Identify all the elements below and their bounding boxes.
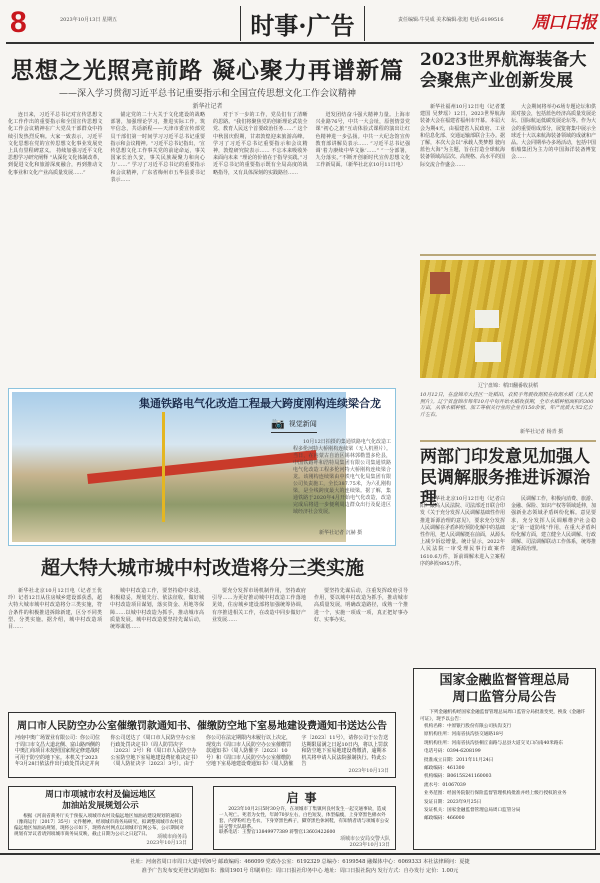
field: 电话号码：0394-6208199 (424, 749, 481, 755)
column: 民调解工作，积极向消费、旅游、金融、保险、知识产权等领域延伸，加强新业态领域矛盾纠纷化解。意见要求，充分发挥人民调解维护社会稳定“第一道防线”作用，在重大矛盾纠纷化解方面，建立健全人民调解、行政调解、司法调解联动工作体系，统筹推进诉源治理。 (511, 496, 597, 553)
column: 迸发团结奋斗强大精神力量。上海市兴业路76号，中共一大会址，原创情景党课“初心之旅”互动体验式课程的演出让红色精神进一步弘扬。中共一大纪念馆宣传教育部讲解员表示…… “习近平总书记强调‘着力赓续中华文脉’……” “一分部署，九分落实。”不断开创新时代宣传思想文化工作新局面。（新华社北京10月11日电） (315, 112, 410, 169)
shipbuilding-article-body (420, 104, 596, 250)
bridge-beam (87, 450, 317, 484)
column: 要充分发挥市场机制作用，坚持政府引导……为更好推动城中村改造工作落地见效，住房城乡建设部将加强统筹协调，有序推进相关工作，在改造中同步做好产业发展…… (212, 588, 306, 623)
photo-news-box (8, 388, 396, 546)
cbirc-fields (414, 723, 595, 824)
gas-plan-date: 2023年10月13日 (146, 840, 187, 846)
column: 新华社福州10月12日电（记者董建国 吴梦瑶）12日，2023世界航海装备大会在福建省福州市开幕。本届大会为期4天，由福建省人民政府、工业和信息化部、交通运输部联合主办。据了解，本次大会以“承载人类梦想 驶向蓝色大海”为主题，旨在打造全球航海装备领域高层次、高规格、高水平的国际交流合作盛会…… (420, 104, 506, 168)
notice-contact: 联系电话：王警官13849977389 蒋警官13603422600 (219, 830, 336, 835)
notice-title: 周口市人民防空办公室催缴罚款通知书、催缴防空地下室易地建设费通知书送达公告 (17, 721, 387, 732)
title-line: 周口市项城市农村及偏远地区 (45, 790, 156, 800)
photo-news-title: 集通铁路电气化改造工程最大跨度刚构连续梁合龙 (139, 397, 381, 410)
field: 发证日期：2023年9月25日 (424, 799, 482, 805)
harvester (430, 272, 450, 294)
field: 机构名称：中原银行股份有限公司扶沟支行 (424, 724, 512, 729)
section-title: 时事·广告 (240, 6, 365, 41)
mediation-article-body (420, 496, 596, 662)
camera-icon: 📷 (271, 417, 285, 430)
notice-body: 河南中奥广场置业有限公司：你公司位于周口市文昌大道北侧、富山路西侧的中奥汇商项目未按照国家规定修建战时可用于防空的地下室。本机关于2023年3月28日依法作出行政处罚决定并向你公司送达了《周口市人民防空办公室行政处罚决定书》（周人防罚决字〔2023〕2号）和《周口市人民防空办公室防空地下室易地建设费征收决定书》（周人防征决字〔2023〕3号）。由于你公司在法定期限内未履行以上决定，现发出《周口市人民防空办公室催缴罚款通知书》（周人防催字〔2023〕10号）和《周口市人民防空办公室催缴防空地下室易地建设费通知书》（周人防催字〔2023〕11号），请你公司于公告送达期限届满之日起10日内，将以上罚款和防空地下室易地建设费缴清，逾期本机关将申请人民法院强制执行。特此公告 (15, 735, 389, 768)
rice-harvest-photo (420, 260, 596, 378)
photo-news-caption: 10月12日拍摄的集通铁路电气化改造工程多伦河特大桥刚构连续梁（无人机照片）。 当日，在内蒙古自治区锡林郭勒盟多伦县，中国铁路呼和浩特局集团有限公司集通铁路电气化改造工程多伦河特大桥刚构连续梁合龙。该刚构连续梁由中铁电气化局集团有限公司负责施工，全长387.75米，为六孔刚构梁，是全线跨度最大的连续梁。据了解，集通铁路于2020年4月开始电气化改造，改造完成后将进一步便利周边群众出行及促进区域经济社会发展。 (293, 439, 391, 515)
cbirc-title (414, 672, 595, 706)
column: 大会期间将举办6场专题论坛和供需对接会，包括蓝色经济高质量发展论坛、国际航运低碳发展论坛等。作为大会的重要组成部分，展览将集中展示全球近十大以来航海装备领域的成就和产品。大会同期举办多场活动，包括中国船舶集团为主力的中国海洋装备博览会…… (511, 104, 597, 161)
lead-byline: 新华社记者 (192, 103, 223, 110)
field: 原机构住所：河南省扶沟县交通路18号 (424, 732, 504, 738)
notice-body: 2023年10月2日5时30分许，在项城市丁集镇何良村发生一起交通事故，造成一人死亡。死者为女性，年龄70岁左右，白色短发，体型偏瘦，上身穿黑色棉衣外套，内穿粉红色毛衣，下身穿黑色裤子，脚穿黑色休闲鞋，有知情者请与项城市公安局交警大队联系。 (219, 807, 389, 830)
rice-photo-title: 辽宁盘锦：稻田翻番收获稻 (477, 383, 538, 389)
shipbuilding-headline: 2023世界航海装备大会聚焦产业创新发展 (420, 50, 587, 91)
lead-article-body (8, 112, 410, 378)
notice-date: 2023年10月13日 (349, 842, 390, 848)
gas-station-plan-notice (8, 786, 193, 850)
field: 批准成立日期：2011年11月24日 (424, 757, 494, 763)
newspaper-logo: 周口日报 (532, 13, 596, 33)
harvester (475, 342, 501, 362)
village-article-body (8, 588, 408, 708)
notice-signer: 项城市公安局交警大队 (339, 836, 390, 842)
cbirc-announcement (413, 668, 596, 850)
column: 要坚持先谋后动，注重发挥政府引导作用，要以城中村改造为抓手，推动城市高质量发展，明确改造路径，成熟一个推进一个，实施一项成一项，真正把好事办好、实事办实。 (314, 588, 408, 623)
column: 锚定党的二十大关于文化建设的战略部署，加强理论学习，推进实际工作。筑牢信念，共话新程——天津市委宣传部党员干部们第一时间学习习近平总书记重要指示和会议精神。“习近平总书记指出，‘宣传思想文化工作事关党的前途命运，事关国家长治久安，事关民族凝聚力和向心力’……” 学习了习近平总书记的重要指示和会议精神，广东省梅州市五华县委书记表示…… (110, 112, 205, 183)
visual-news-badge (271, 417, 317, 433)
lost-person-notice (213, 786, 396, 850)
civil-defense-notice (8, 712, 396, 778)
lead-headline: 思想之光照亮前路 凝心聚力再谱新篇 (10, 57, 404, 84)
issue-date: 2023年10月13日 星期五 (60, 17, 118, 23)
notice-title: 启事 (286, 791, 323, 805)
page-number: 8 (10, 6, 27, 39)
gas-plan-signer: 项城市商务局 (156, 834, 187, 840)
divider (420, 440, 596, 442)
divider (420, 254, 596, 256)
column: 城中村改造工作，要坚持稳中求进、积极稳妥，规划先行、依法征收，做好城中村改造项目谋划，落实资金、用地等保障……以城中村改造为抓手，推动城市高质量发展。城中村改造要坚持先谋后动，统筹谋划…… (110, 588, 204, 631)
harvester (475, 310, 499, 328)
column: 连日来，习近平总书记对宣传思想文化工作作出的重要指示和全国宣传思想文化工作会议精神在广大党员干部群众中持续引发热烈反响。大家一致表示，习近平文化思想在党的宣传思想文化事业发展史上具有里程碑意义。 持续加强习近平文化思想学习研究阐释 “从深化文化体制改革，到促进文化和旅游深度融合，再到推动文化事业和文化产业高质量发展……” (8, 112, 103, 176)
field: 发证机关：国家金融监督管理总局周口监管分局 (424, 808, 521, 814)
rice-photo-text: 10月12日，在盘锦市大洼区一处稻田，农机手驾驶收割机在收割水稻（无人机照片）。辽宁省盘锦市每年10月中旬开始水稻收获期，全市水稻种植面积约300万亩，从事水稻种植、加工等相关行业的企业有150余家，年产优质大米2亿公斤左右。 (420, 392, 594, 418)
gas-plan-body: 根据《河南省商务厅关于预报入项城市农村及偏远地区加油站建设规划的通知》（豫商运行〔2017〕35号）文件精神，经项城市商务局研究，拟调整项城市农村及偏远地区加油站规划，现将公示如下，现将农村网点以项城市官网公布，公示期间对规划有异议者请到项城市商务局反映，截止日期为公示之日起7日。 (14, 814, 184, 837)
rice-photo-credit: 新华社记者 杨青 摄 (520, 429, 564, 435)
column: 新华社北京10月12日电（记者白阳）最高人民法院、司法部近日联合印发《关于充分发挥人民调解基础性作用推进诉源治理的意见》，要求充分发挥人民调解在矛盾纠纷预防化解中的基础性作用，把人民调解挺在前面，从源头上减少诉讼增量。统计显示，2022年人民法院一审受理民事行政案件1610.6万件，诉前调解未进入立案程序的纠纷895万件。 (420, 496, 506, 567)
field: 邮政编码：466000 (424, 816, 465, 822)
footer-line: 社址：河南省周口市周口大道中段6号 邮政编码：466099 党政办公室：6192329 总编办：6199548 融媒体中心：6069333 本社法律顾问：夏捷 (130, 859, 470, 865)
badge-label: 视觉新闻 (288, 419, 317, 428)
column: 对于下一步的工作，党员们有了清晰的思路。“我们将聚焦党的创新理论武装全党、教育人民这个首要政治任务……” 这个中秋国庆假期，甘肃敦煌迎来旅游高峰。学习了习近平总书记重要指示和会议精神，敦煌研究院表示…… 不忘本来吸收外来面向未来 “理论的价值在于指导实践。”习近平总书记的重要指示既有全局高度的战略指导，又有具体深刻的实践路径…… (213, 112, 308, 176)
field: 机构编码：B0615S241160003 (424, 774, 492, 780)
column: 新华社北京10月12日电（记者王优玲）记者12日从住房城乡建设部获悉，超大特大城市城中村改造将分三类实施，符合条件的积极推进拆除新建，区分不同类型、分类实施。据介绍，城中村改造项目…… (8, 588, 102, 631)
footer (0, 853, 600, 876)
cbirc-intro: 下列金融机构经国家金融监督管理总局周口监管分局批准变更，换发《金融许可证》，现予以公告： (420, 710, 586, 722)
gas-plan-title (9, 790, 192, 812)
field: 现机构住所：河南省扶沟县桐丘南路与总县大道交叉口向南40米路东 (424, 740, 564, 746)
title-line: 加油站发展规划公示 (62, 801, 139, 811)
lead-subtitle: ——深入学习贯彻习近平总书记重要指示和全国宣传思想文化工作会议精神 (58, 89, 356, 99)
title-line: 国家金融监督管理总局 (439, 673, 570, 688)
mediation-headline: 两部门印发意见加强人民调解服务推进诉源治理 (420, 447, 590, 509)
notice-date: 2023年10月13日 (348, 768, 389, 774)
crane (162, 412, 165, 522)
village-headline: 超大特大城市城中村改造将分三类实施 (40, 557, 364, 579)
title-line: 周口监管分局公告 (452, 690, 557, 705)
editors-info: 责任编辑:牛昊成 美术编辑:张旭 电话:6199516 (398, 17, 504, 23)
footer-line: 准予广告发布变更登记的通知书：豫周1901号 印刷单位：周口日报社印务中心 地址：周口日报社院内 发行方式：自办发行 定价：1.00元 (141, 868, 459, 874)
header-divider (6, 42, 594, 44)
field: 流水号：01067039 (424, 782, 466, 788)
field: 邮政编码：461300 (424, 766, 465, 772)
field: 业务范围：经国务院银行保险监督管理机构批准并经上级行授权的业务 (424, 791, 567, 797)
photo-news-credit: 新华社记者 沉赫 摄 (319, 530, 363, 536)
